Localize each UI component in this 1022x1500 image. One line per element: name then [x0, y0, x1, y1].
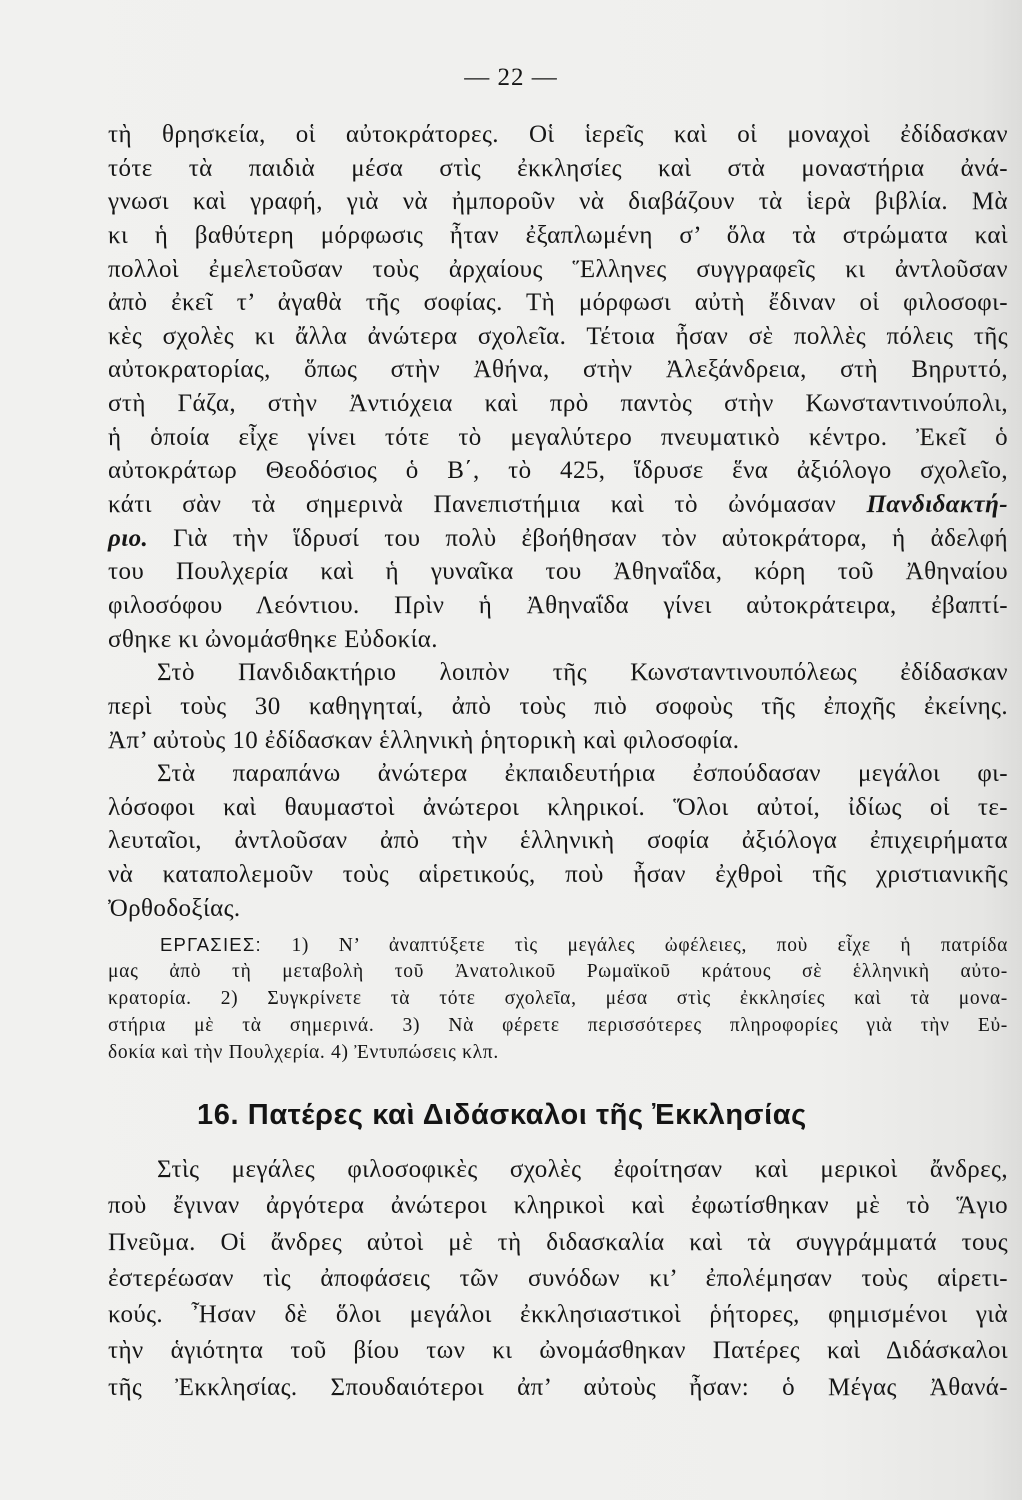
- text-line: σθηκε κι ὠνομάσθηκε Εὐδοκία.: [108, 625, 438, 653]
- text-line: περὶ τοὺς 30 καθηγηταί, ἀπὸ τοὺς πιὸ σοφοὺς τῆς ἐποχῆς ἐκείνης.: [108, 692, 1008, 720]
- section-heading: [197, 1095, 997, 1135]
- text-line: τὴν ἁγιότητα τοῦ βίου των κι ὠνομάσθηκαν Πατέρες καὶ Διδάσκαλοι: [108, 1337, 1008, 1365]
- text-line: [108, 488, 1008, 522]
- text-line: αὐτοκράτωρ Θεοδόσιος ὁ Β΄, τὸ 425, ἵδρυσε ἕνα ἀξιόλογο σχολεῖο,: [108, 457, 1008, 485]
- text-line: αὐτοκρατορίας, ὅπως στὴν Ἀθήνα, στὴν Ἀλεξάνδρεια, στὴ Βηρυττό,: [108, 356, 1008, 384]
- text-line: κρατορία. 2) Συγκρίνετε τὰ τότε σχολεῖα, μέσα στὶς ἐκκλησίες καὶ τὰ μονα-: [108, 988, 1008, 1009]
- text-segment: 1) Ν’ ἀναπτύξετε τὶς μεγάλες ὠφέλειες, ποὺ εἶχε ἡ πατρίδα: [291, 935, 1009, 956]
- text-line: τότε τὰ παιδιὰ μέσα στὶς ἐκκλησίες καὶ στὰ μοναστήρια ἀνά-: [108, 154, 1008, 182]
- text-line: κὲς σχολὲς κι ἄλλα ἀνώτερα σχολεῖα. Τέτοια ἦσαν σὲ πολλὲς πόλεις τῆς: [108, 322, 1008, 350]
- text-line: κούς. Ἦσαν δὲ ὅλοι μεγάλοι ἐκκλησιαστικοὶ ῥήτορες, φημισμένοι γιὰ: [108, 1301, 1008, 1329]
- text-segment: Γιὰ τὴν ἵδρυσί του πολὺ ἐβοήθησαν τὸν αὐτοκράτορα, ἡ ἀδελφή: [173, 524, 1008, 552]
- section-title: Πατέρες καὶ Διδάσκαλοι τῆς Ἐκκλησίας: [247, 1099, 807, 1131]
- text-line: Ὀρθοδοξίας.: [108, 894, 241, 922]
- text-line: Ἀπ’ αὐτοὺς 10 ἐδίδασκαν ἑλληνικὴ ῥητορικὴ καὶ φιλοσοφία.: [108, 726, 740, 754]
- text-line: πολλοὶ ἐμελετοῦσαν τοὺς ἀρχαίους Ἕλληνες συγγραφεῖς κι ἀντλοῦσαν: [108, 255, 1008, 283]
- exercises: [108, 931, 1008, 1066]
- text-line: μας ἀπὸ τὴ μεταβολὴ τοῦ Ἀνατολικοῦ Ρωμαϊκοῦ κράτους σὲ ἑλληνικὴ αὐτο-: [108, 961, 1008, 982]
- text-line: δοκία καὶ τὴν Πουλχερία. 4) Ἐντυπώσεις κλπ.: [108, 1042, 499, 1063]
- text-line: φιλοσόφου Λεόντιου. Πρὶν ἡ Ἀθηναΐδα γίνει αὐτοκράτειρα, ἐβαπτί-: [108, 591, 1008, 619]
- emphasized-term: Πανδιδακτή-: [866, 491, 1008, 519]
- text-line: ἡ ὁποία εἶχε γίνει τότε τὸ μεγαλύτερο πνευματικὸ κέντρο. Ἐκεῖ ὁ: [108, 423, 1008, 451]
- text-line: γνωσι καὶ γραφή, γιὰ νὰ ἠμποροῦν νὰ διαβάζουν τὰ ἱερὰ βιβλία. Μὰ: [108, 188, 1008, 216]
- main-text: [108, 118, 1008, 925]
- text-line: λευταῖοι, ἀντλοῦσαν ἀπὸ τὴν ἑλληνικὴ σοφία ἀξιόλογα ἐπιχειρήματα: [108, 827, 1008, 855]
- section-number: 16.: [197, 1099, 240, 1131]
- text-line: του Πουλχερία καὶ ἡ γυναῖκα του Ἀθηναΐδα, κόρη τοῦ Ἀθηναίου: [108, 558, 1008, 586]
- text-line: τὴ θρησκεία, οἱ αὐτοκράτορες. Οἱ ἱερεῖς καὶ οἱ μοναχοὶ ἐδίδασκαν: [108, 121, 1008, 148]
- text-line: Στὶς μεγάλες φιλοσοφικὲς σχολὲς ἐφοίτησαν καὶ μερικοὶ ἄνδρες,: [157, 1156, 1008, 1183]
- text-line: Στὰ παραπάνω ἀνώτερα ἐκπαιδευτήρια ἐσπούδασαν μεγάλοι φι-: [157, 760, 1008, 788]
- text-line: [108, 522, 1008, 556]
- exercises-label: ΕΡΓΑΣΙΕΣ:: [160, 934, 262, 955]
- text-line: Στὸ Πανδιδακτήριο λοιπὸν τῆς Κωνσταντινουπόλεως ἐδίδασκαν: [157, 659, 1008, 687]
- emphasized-term: ριο.: [108, 524, 149, 552]
- text-line: στὴ Γάζα, στὴν Ἀντιόχεια καὶ πρὸ παντὸς στὴν Κωνσταντινούπολι,: [108, 390, 1008, 418]
- text-line: [108, 931, 1008, 958]
- text-line: κι ἡ βαθύτερη μόρφωσις ἦταν ἐξαπλωμένη σ’ ὅλα τὰ στρώματα καὶ: [108, 221, 1008, 249]
- text-segment: κάτι σὰν τὰ σημερινὰ Πανεπιστήμια καὶ τὸ ὠνόμασαν: [108, 491, 837, 519]
- text-line: στήρια μὲ τὰ σημερινά. 3) Νὰ φέρετε περισσότερες πληροφορίες γιὰ τὴν Εὐ-: [108, 1015, 1008, 1036]
- text-line: ἀπὸ ἐκεῖ τ’ ἀγαθὰ τῆς σοφίας. Τὴ μόρφωσι αὐτὴ ἔδιναν οἱ φιλοσοφι-: [108, 289, 1008, 317]
- text-line: ἐστερέωσαν τὶς ἀποφάσεις τῶν συνόδων κι’ ἐπολέμησαν τοὺς αἱρετι-: [108, 1264, 1008, 1292]
- text-line: ποὺ ἔγιναν ἀργότερα ἀνώτεροι κληρικοὶ καὶ ἐφωτίσθηκαν μὲ τὸ Ἅγιο: [108, 1192, 1008, 1220]
- text-line: τῆς Ἐκκλησίας. Σπουδαιότεροι ἀπ’ αὐτοὺς ἦσαν: ὁ Μέγας Ἀθανά-: [108, 1373, 1008, 1401]
- text-line: λόσοφοι καὶ θαυμαστοὶ ἀνώτεροι κληρικοί. Ὅλοι αὐτοί, ἰδίως οἱ τε-: [108, 793, 1008, 821]
- page-number: — 22 —: [464, 64, 558, 91]
- text-line: Πνεῦμα. Οἱ ἄνδρες αὐτοὶ μὲ τὴ διδασκαλία καὶ τὰ συγγράμματά τους: [108, 1228, 1008, 1256]
- section-text: [108, 1152, 1008, 1406]
- text-line: νὰ καταπολεμοῦν τοὺς αἱρετικούς, ποὺ ἦσαν ἐχθροὶ τῆς χριστιανικῆς: [108, 861, 1008, 889]
